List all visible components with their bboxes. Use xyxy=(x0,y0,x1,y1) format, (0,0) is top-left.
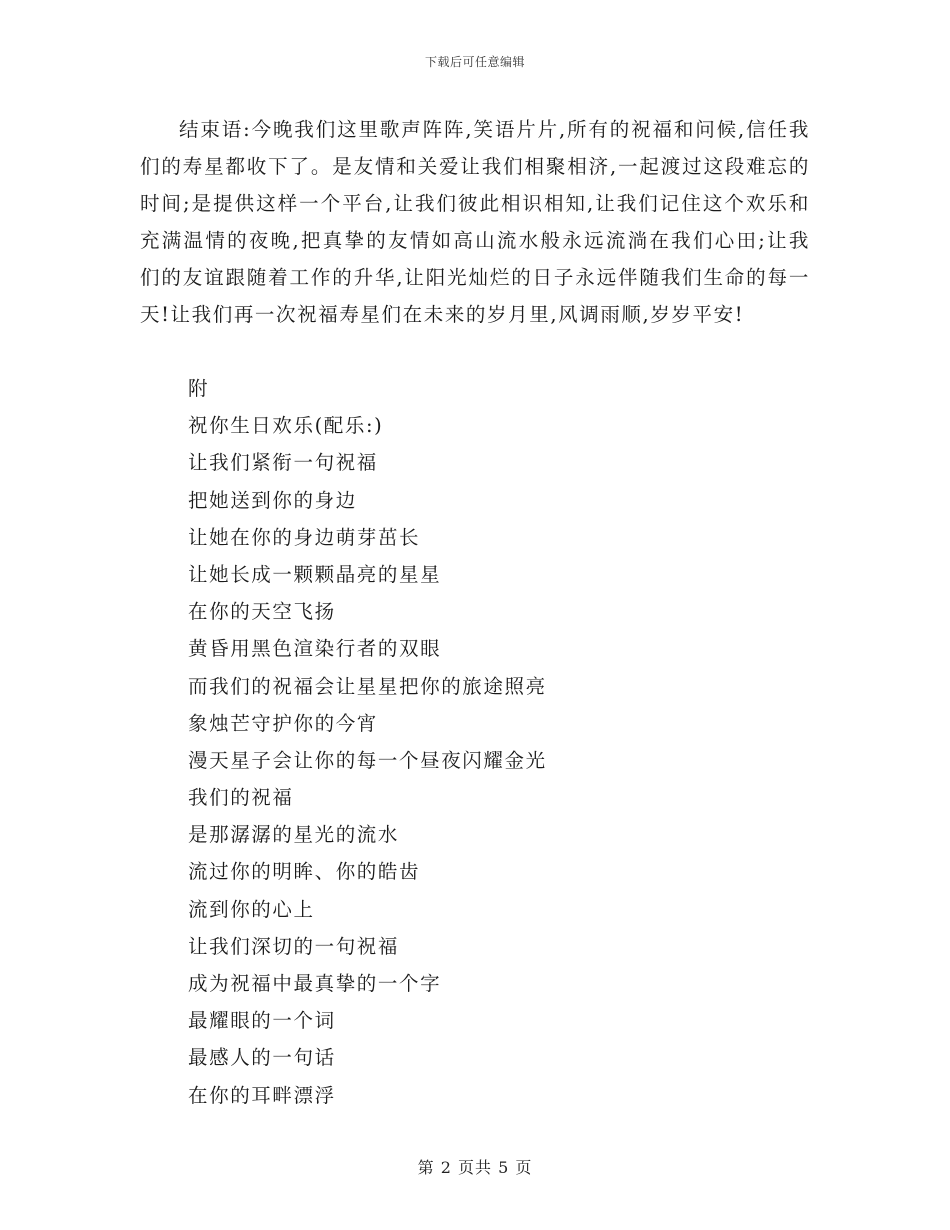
poem-line: 最耀眼的一个词 xyxy=(188,1009,336,1033)
page-number: 第 2 页共 5 页 xyxy=(417,1158,533,1177)
poem-line: 在你的天空飞扬 xyxy=(188,600,336,624)
poem-line: 把她送到你的身边 xyxy=(188,488,357,512)
poem-line: 流过你的明眸、你的皓齿 xyxy=(188,860,421,884)
appendix-poem xyxy=(188,370,547,1114)
poem-line: 黄昏用黑色渲染行者的双眼 xyxy=(188,637,442,661)
poem-line: 我们的祝福 xyxy=(188,786,294,810)
poem-line: 而我们的祝福会让星星把你的旅途照亮 xyxy=(188,674,547,698)
poem-line: 最感人的一句话 xyxy=(188,1046,336,1070)
poem-line: 让我们深切的一句祝福 xyxy=(188,934,400,958)
poem-line: 成为祝福中最真挚的一个字 xyxy=(188,972,442,995)
poem-line: 祝你生日欢乐(配乐:) xyxy=(188,414,384,438)
closing-paragraph: 结束语:今晚我们这里歌声阵阵,笑语片片,所有的祝福和问候,信任我们的寿星都收下了。是友情和关爱让我们相聚相济,一起渡过这段难忘的时间;是提供这样一个平台,让我们彼此相识相知,让我们记住这个欢乐和充满温情的夜晚,把真挚的友情如高山流水般永远流淌在我们心田;让我们的友谊跟随着工作的升华,让阳光灿烂的日子永远伴随我们生命的每一天!让我们再一次祝福寿星们在未来的岁月里,风调雨顺,岁岁平安! xyxy=(140,118,810,326)
poem-line: 让她长成一颗颗晶亮的星星 xyxy=(188,562,442,586)
poem-line: 附 xyxy=(188,377,210,400)
poem-line: 漫天星子会让你的每一个昼夜闪耀金光 xyxy=(188,748,547,772)
poem-line: 让我们紧衔一句祝福 xyxy=(188,451,378,475)
poem-line: 在你的耳畔漂浮 xyxy=(188,1083,336,1107)
poem-line: 象烛芒守护你的今宵 xyxy=(188,711,378,735)
page-header: 下载后可任意编辑 xyxy=(424,55,525,69)
poem-line: 是那潺潺的星光的流水 xyxy=(188,823,400,847)
poem-line: 流到你的心上 xyxy=(188,897,315,921)
poem-line: 让她在你的身边萌芽茁长 xyxy=(188,525,421,549)
